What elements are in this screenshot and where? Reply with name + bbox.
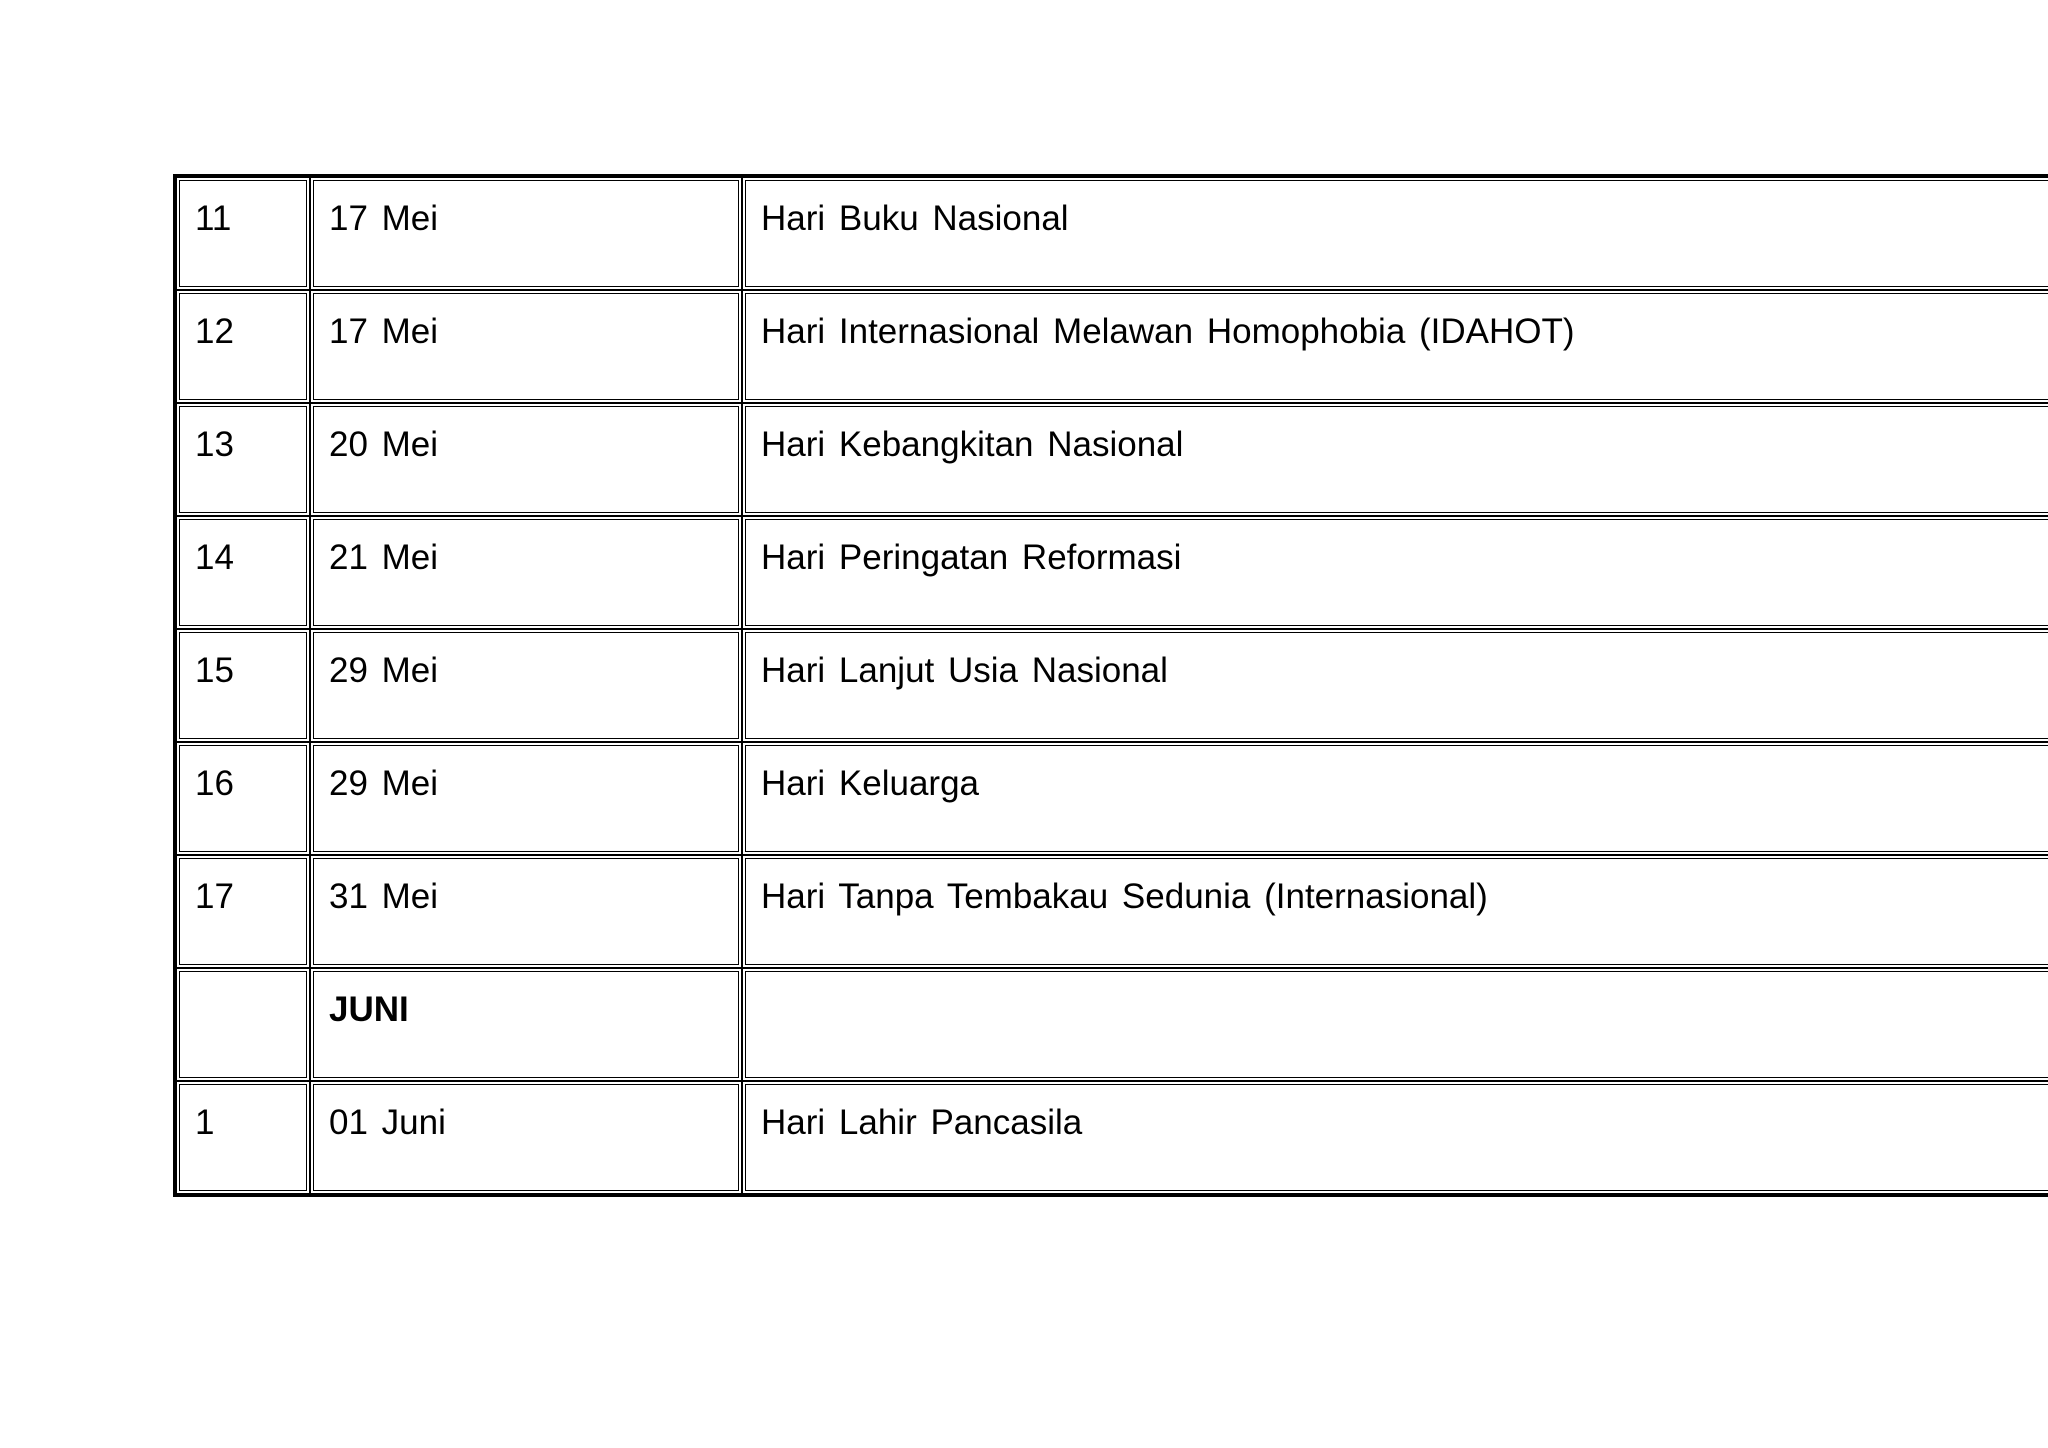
date-cell: 17 Mei xyxy=(310,177,742,290)
table-row xyxy=(176,742,2048,855)
month-header-cell: JUNI xyxy=(310,968,742,1081)
row-number-cell: 1 xyxy=(176,1081,310,1194)
row-number-cell: 11 xyxy=(176,177,310,290)
holiday-name-cell: Hari Lanjut Usia Nasional xyxy=(742,629,2048,742)
date-cell: 29 Mei xyxy=(310,629,742,742)
date-cell: 31 Mei xyxy=(310,855,742,968)
table-row xyxy=(176,177,2048,290)
holiday-name-cell: Hari Internasional Melawan Homophobia (IDAHOT) xyxy=(742,290,2048,403)
holiday-name-cell: Hari Lahir Pancasila xyxy=(742,1081,2048,1194)
row-number-cell: 17 xyxy=(176,855,310,968)
holiday-name-cell: Hari Peringatan Reformasi xyxy=(742,516,2048,629)
row-number-cell: 14 xyxy=(176,516,310,629)
row-number-cell: 13 xyxy=(176,403,310,516)
row-number-cell: 15 xyxy=(176,629,310,742)
table-row xyxy=(176,290,2048,403)
row-number-cell: 12 xyxy=(176,290,310,403)
table-row xyxy=(176,403,2048,516)
table-row xyxy=(176,629,2048,742)
holiday-name-cell: Hari Kebangkitan Nasional xyxy=(742,403,2048,516)
holiday-name-cell: Hari Tanpa Tembakau Sedunia (Internasional) xyxy=(742,855,2048,968)
holiday-name-cell: Hari Keluarga xyxy=(742,742,2048,855)
table-row xyxy=(176,516,2048,629)
month-header-row xyxy=(176,968,2048,1081)
date-cell: 01 Juni xyxy=(310,1081,742,1194)
row-number-cell xyxy=(176,968,310,1081)
holiday-name-cell xyxy=(742,968,2048,1081)
date-cell: 17 Mei xyxy=(310,290,742,403)
table-row xyxy=(176,855,2048,968)
holiday-table-body xyxy=(176,177,2048,1194)
holiday-name-cell: Hari Buku Nasional xyxy=(742,177,2048,290)
date-cell: 20 Mei xyxy=(310,403,742,516)
date-cell: 29 Mei xyxy=(310,742,742,855)
table-row xyxy=(176,1081,2048,1194)
row-number-cell: 16 xyxy=(176,742,310,855)
date-cell: 21 Mei xyxy=(310,516,742,629)
holiday-table xyxy=(173,174,2048,1197)
